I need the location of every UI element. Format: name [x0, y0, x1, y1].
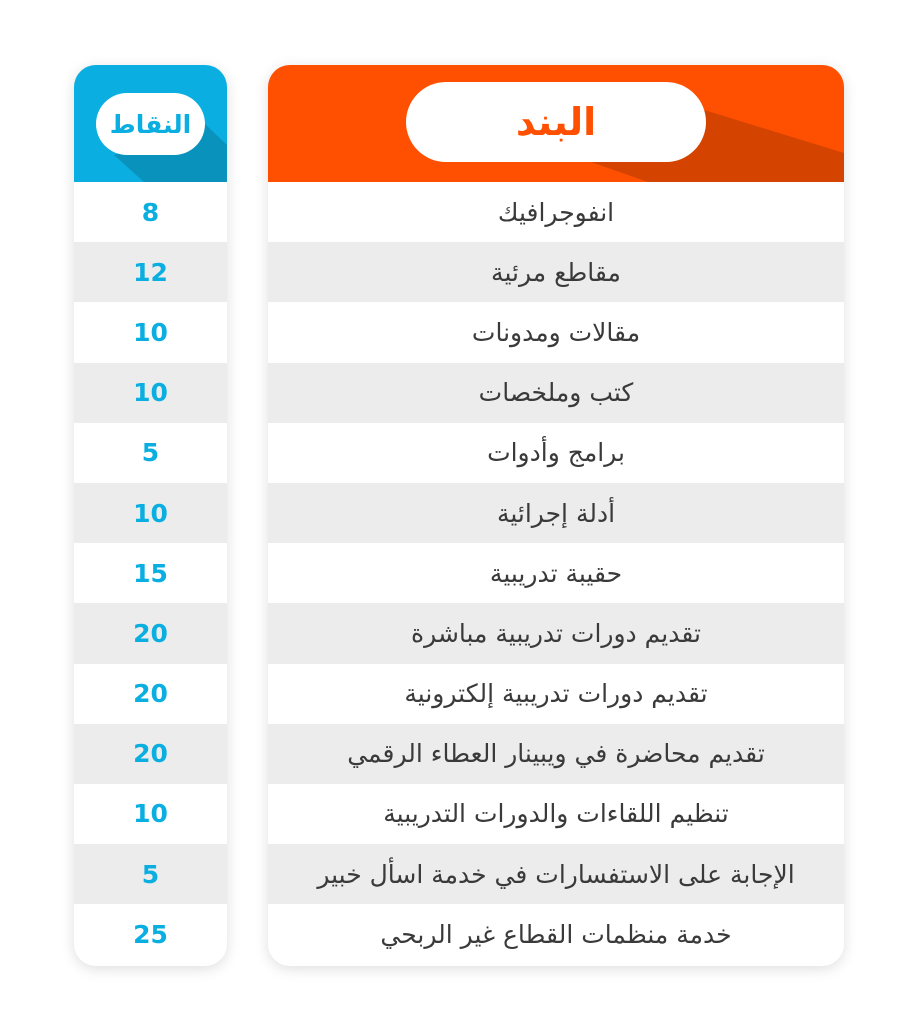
item-cell: تنظيم اللقاءات والدورات التدريبية — [383, 799, 729, 829]
item-cell: تقديم دورات تدريبية مباشرة — [268, 603, 844, 663]
points-cell: 8 — [141, 197, 160, 227]
item-cell: حقيبة تدريبية — [489, 558, 623, 588]
item-list — [268, 182, 844, 964]
points-header — [74, 65, 227, 182]
points-title: النقاط — [96, 93, 205, 155]
item-header — [268, 65, 844, 182]
item-cell: تقديم دورات تدريبية إلكترونية — [404, 679, 708, 709]
points-list — [74, 182, 227, 964]
item-cell: مقاطع مرئية — [268, 242, 844, 302]
item-cell: انفوجرافيك — [497, 197, 615, 227]
item-cell: تقديم محاضرة في ويبينار العطاء الرقمي — [268, 724, 844, 784]
item-column — [268, 65, 844, 966]
points-cell: 20 — [74, 603, 227, 663]
item-cell: الإجابة على الاستفسارات في خدمة اسأل خبير — [268, 844, 844, 904]
points-cell: 20 — [74, 724, 227, 784]
item-cell: كتب وملخصات — [268, 363, 844, 423]
points-cell: 12 — [74, 242, 227, 302]
points-cell: 20 — [133, 679, 168, 709]
points-cell: 10 — [74, 483, 227, 543]
item-cell: برامج وأدوات — [487, 438, 625, 468]
item-cell: خدمة منظمات القطاع غير الربحي — [380, 919, 732, 949]
item-cell: مقالات ومدونات — [471, 317, 641, 347]
item-cell: أدلة إجرائية — [268, 483, 844, 543]
points-cell: 5 — [74, 844, 227, 904]
points-column — [74, 65, 227, 966]
points-cell: 15 — [133, 558, 168, 588]
points-cell: 10 — [74, 363, 227, 423]
points-cell: 10 — [133, 317, 168, 347]
points-cell: 10 — [133, 799, 168, 829]
points-cell: 25 — [133, 919, 168, 949]
item-title: البند — [406, 82, 706, 162]
points-cell: 5 — [141, 438, 160, 468]
